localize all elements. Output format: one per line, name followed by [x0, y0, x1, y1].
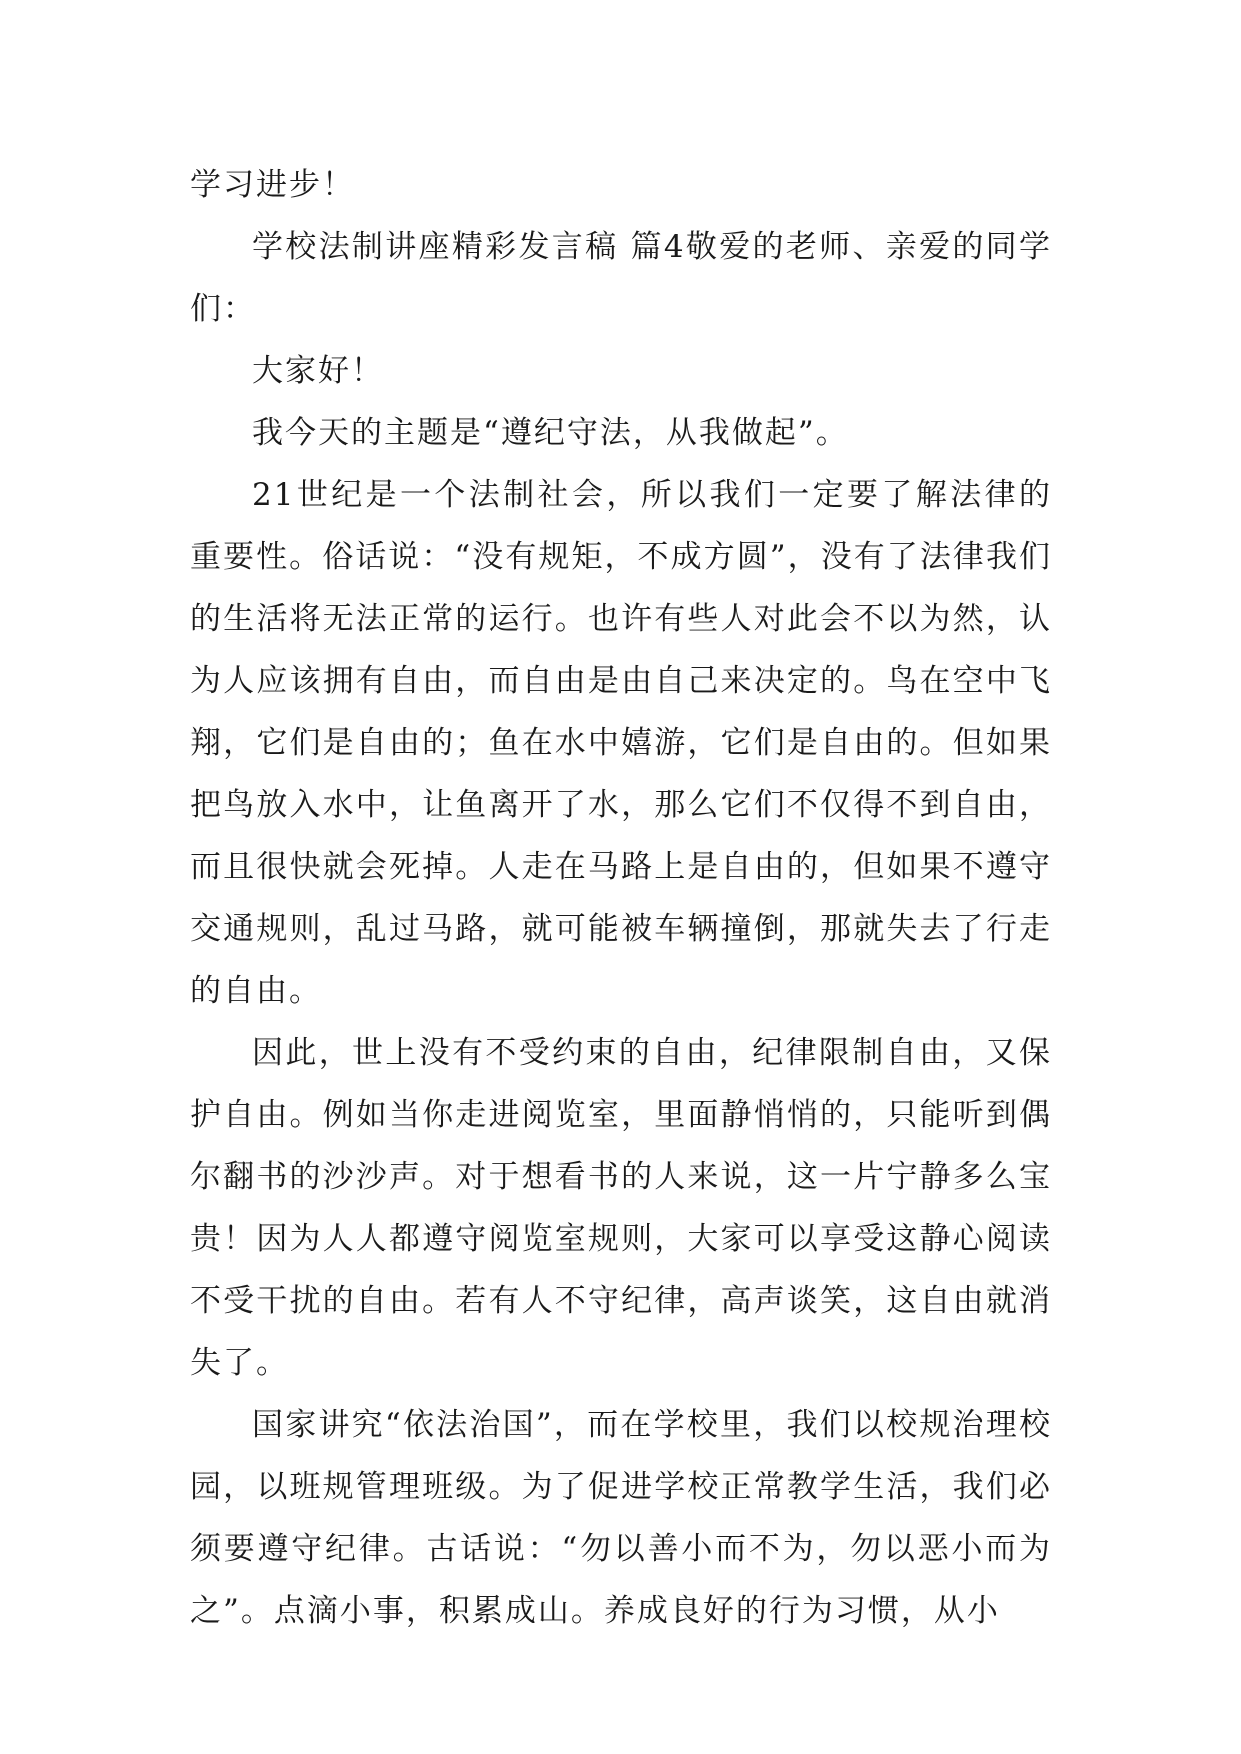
paragraph-7: 国家讲究“依法治国”，而在学校里，我们以校规治理校园，以班规管理班级。为了促进学校正常教学生活，我们必须要遵守纪律。古话说：“勿以善小而不为，勿以恶小而为之”。点滴小事，积累成山。养成良好的行为习惯，从小: [190, 1407, 1052, 1629]
paragraph-2-heading: 学校法制讲座精彩发言稿 篇4敬爱的老师、亲爱的同学们：: [190, 229, 1052, 327]
document-body: [190, 154, 1052, 1642]
paragraph-1: 学习进步！: [190, 167, 355, 203]
paragraph-5: 21世纪是一个法制社会，所以我们一定要了解法律的重要性。俗话说：“没有规矩，不成方圆”，没有了法律我们的生活将无法正常的运行。也许有些人对此会不以为然，认为人应该拥有自由，而自由是由自己来决定的。鸟在空中飞翔，它们是自由的；鱼在水中嬉游，它们是自由的。但如果把鸟放入水中，让鱼离开了水，那么它们不仅得不到自由，而且很快就会死掉。人走在马路上是自由的，但如果不遵守交通规则，乱过马路，就可能被车辆撞倒，那就失去了行走的自由。: [190, 477, 1052, 1009]
paragraph-6: 因此，世上没有不受约束的自由，纪律限制自由，又保护自由。例如当你走进阅览室，里面静悄悄的，只能听到偶尔翻书的沙沙声。对于想看书的人来说，这一片宁静多么宝贵！因为人人都遵守阅览室规则，大家可以享受这静心阅读不受干扰的自由。若有人不守纪律，高声谈笑，这自由就消失了。: [190, 1035, 1052, 1381]
paragraph-4-topic: 我今天的主题是“遵纪守法，从我做起”。: [252, 415, 849, 451]
paragraph-3-greeting: 大家好！: [252, 353, 384, 389]
